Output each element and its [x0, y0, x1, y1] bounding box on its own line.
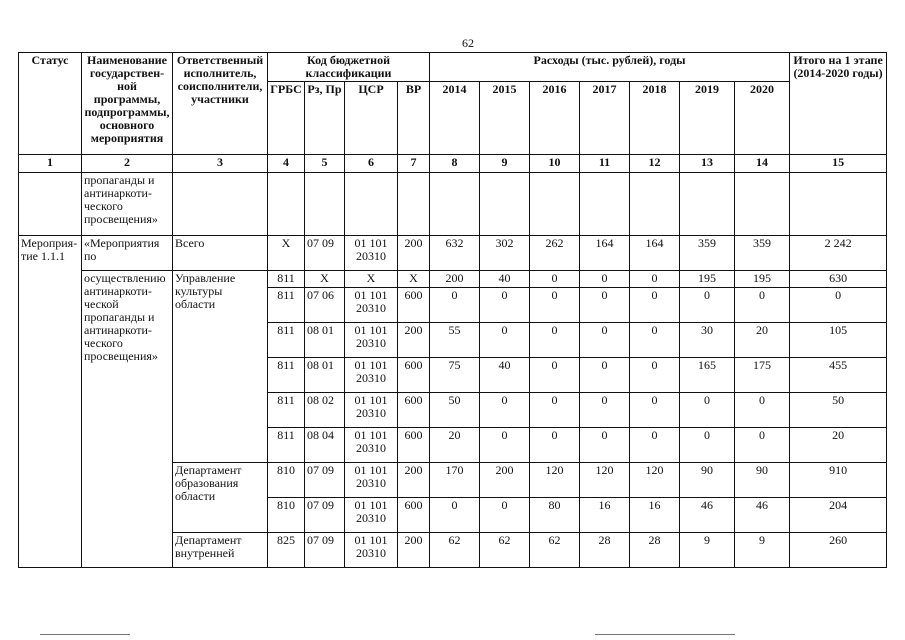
value-cell: 200 [430, 271, 480, 288]
csr-cell: Х [345, 271, 398, 288]
measure-name-top: «Мероприятия по [82, 236, 173, 271]
header-year-2019: 2019 [680, 82, 735, 155]
header-year-2020: 2020 [735, 82, 790, 155]
value-cell: 0 [580, 358, 630, 393]
vr-cell: Х [398, 271, 430, 288]
value-cell: 0 [630, 358, 680, 393]
value-cell: 195 [735, 271, 790, 288]
grbs-cell: 811 [268, 323, 305, 358]
csr-cell: 01 101 20310 [345, 498, 398, 533]
vr-cell: 200 [398, 323, 430, 358]
value-cell: 0 [735, 428, 790, 463]
value-cell: 262 [530, 236, 580, 271]
csr-cell: 01 101 20310 [345, 533, 398, 568]
value-cell: 0 [630, 428, 680, 463]
csr-cell: 01 101 20310 [345, 323, 398, 358]
responsible-cell: Департамент внутренней [173, 533, 268, 568]
column-number: 7 [398, 155, 430, 173]
total-cell: 20 [790, 428, 887, 463]
csr-cell: 01 101 20310 [345, 428, 398, 463]
measure-name-rest: осуществлению антинаркоти-ческой пропаганды и антинаркоти-ческого просвещения» [82, 271, 173, 568]
value-cell: 0 [480, 498, 530, 533]
column-number: 9 [480, 155, 530, 173]
value-cell: 0 [735, 393, 790, 428]
header-year-2016: 2016 [530, 82, 580, 155]
vr-cell: 600 [398, 498, 430, 533]
measure-status: Мероприя-тие 1.1.1 [19, 236, 82, 568]
header-responsible: Ответственный исполнитель, соисполнители, участники [173, 53, 268, 155]
value-cell: 55 [430, 323, 480, 358]
value-cell: 0 [480, 323, 530, 358]
header-status: Статус [19, 53, 82, 155]
value-cell: 9 [735, 533, 790, 568]
value-cell: 75 [430, 358, 480, 393]
grbs-cell: 810 [268, 498, 305, 533]
total-cell: 105 [790, 323, 887, 358]
rzpr-cell: 08 01 [305, 358, 345, 393]
value-cell: 16 [580, 498, 630, 533]
header-csr: ЦСР [345, 82, 398, 155]
value-cell: 632 [430, 236, 480, 271]
value-cell: 16 [630, 498, 680, 533]
total-cell: 2 242 [790, 236, 887, 271]
value-cell: 164 [580, 236, 630, 271]
value-cell: 50 [430, 393, 480, 428]
value-cell: 0 [530, 358, 580, 393]
table-row [19, 271, 887, 288]
grbs-cell: 811 [268, 428, 305, 463]
value-cell: 302 [480, 236, 530, 271]
value-cell: 120 [580, 463, 630, 498]
value-cell: 80 [530, 498, 580, 533]
header-row-1 [19, 53, 887, 82]
value-cell: 0 [530, 271, 580, 288]
column-number: 13 [680, 155, 735, 173]
vr-cell: 600 [398, 288, 430, 323]
column-number: 3 [173, 155, 268, 173]
value-cell: 90 [735, 463, 790, 498]
vr-cell: 600 [398, 393, 430, 428]
rzpr-cell: 08 01 [305, 323, 345, 358]
value-cell: 0 [630, 393, 680, 428]
value-cell: 0 [630, 288, 680, 323]
value-cell: 0 [580, 428, 630, 463]
rzpr-cell: 07 09 [305, 463, 345, 498]
total-cell: 0 [790, 288, 887, 323]
rzpr-cell: Х [305, 271, 345, 288]
responsible-cell: Управление культуры области [173, 271, 268, 463]
value-cell: 0 [480, 428, 530, 463]
total-cell: 260 [790, 533, 887, 568]
header-year-2017: 2017 [580, 82, 630, 155]
grbs-cell: 811 [268, 288, 305, 323]
value-cell: 0 [680, 288, 735, 323]
vr-cell: 200 [398, 236, 430, 271]
continuation-text: пропаганды и антинаркоти-ческого просвещения» [82, 173, 173, 236]
vr-cell: 200 [398, 463, 430, 498]
table-row [19, 236, 887, 271]
value-cell: 0 [580, 323, 630, 358]
value-cell: 62 [480, 533, 530, 568]
column-number: 8 [430, 155, 480, 173]
value-cell: 120 [530, 463, 580, 498]
header-year-2014: 2014 [430, 82, 480, 155]
column-number: 10 [530, 155, 580, 173]
value-cell: 40 [480, 358, 530, 393]
value-cell: 90 [680, 463, 735, 498]
value-cell: 120 [630, 463, 680, 498]
value-cell: 0 [580, 271, 630, 288]
rzpr-cell: 07 09 [305, 236, 345, 271]
value-cell: 46 [735, 498, 790, 533]
value-cell: 359 [735, 236, 790, 271]
grbs-cell: 810 [268, 463, 305, 498]
value-cell: 0 [530, 428, 580, 463]
value-cell: 170 [430, 463, 480, 498]
rzpr-cell: 08 02 [305, 393, 345, 428]
header-vr: ВР [398, 82, 430, 155]
value-cell: 0 [630, 323, 680, 358]
total-cell: 204 [790, 498, 887, 533]
header-rzpr: Рз, Пр [305, 82, 345, 155]
value-cell: 195 [680, 271, 735, 288]
header-year-2015: 2015 [480, 82, 530, 155]
grbs-cell: Х [268, 236, 305, 271]
value-cell: 62 [430, 533, 480, 568]
value-cell: 0 [430, 498, 480, 533]
value-cell: 0 [480, 393, 530, 428]
header-expenses: Расходы (тыс. рублей), годы [430, 53, 790, 82]
grbs-cell: 811 [268, 271, 305, 288]
grbs-cell: 811 [268, 358, 305, 393]
csr-cell: 01 101 20310 [345, 288, 398, 323]
value-cell: 0 [580, 288, 630, 323]
scan-artifact [40, 634, 130, 635]
csr-cell: 01 101 20310 [345, 463, 398, 498]
column-number: 5 [305, 155, 345, 173]
value-cell: 164 [630, 236, 680, 271]
value-cell: 20 [735, 323, 790, 358]
responsible-cell: Всего [173, 236, 268, 271]
value-cell: 165 [680, 358, 735, 393]
column-number: 2 [82, 155, 173, 173]
grbs-cell: 811 [268, 393, 305, 428]
header-total: Итого на 1 этапе (2014-2020 годы) [790, 53, 887, 155]
column-number: 12 [630, 155, 680, 173]
header-name: Наименование государствен-ной программы, подпрограммы, основного мероприятия [82, 53, 173, 155]
csr-cell: 01 101 20310 [345, 236, 398, 271]
column-number: 1 [19, 155, 82, 173]
value-cell: 0 [680, 428, 735, 463]
csr-cell: 01 101 20310 [345, 358, 398, 393]
total-cell: 455 [790, 358, 887, 393]
column-number: 11 [580, 155, 630, 173]
value-cell: 9 [680, 533, 735, 568]
total-cell: 910 [790, 463, 887, 498]
value-cell: 20 [430, 428, 480, 463]
page-number: 62 [462, 36, 474, 50]
value-cell: 0 [530, 393, 580, 428]
value-cell: 62 [530, 533, 580, 568]
value-cell: 0 [735, 288, 790, 323]
value-cell: 40 [480, 271, 530, 288]
value-cell: 0 [530, 288, 580, 323]
column-number: 6 [345, 155, 398, 173]
csr-cell: 01 101 20310 [345, 393, 398, 428]
column-number: 15 [790, 155, 887, 173]
value-cell: 28 [580, 533, 630, 568]
column-number: 14 [735, 155, 790, 173]
vr-cell: 200 [398, 533, 430, 568]
value-cell: 30 [680, 323, 735, 358]
column-number-row [19, 155, 887, 173]
header-budget-code: Код бюджетной классификации [268, 53, 430, 82]
scan-artifact [595, 634, 735, 635]
value-cell: 0 [630, 271, 680, 288]
value-cell: 0 [580, 393, 630, 428]
value-cell: 46 [680, 498, 735, 533]
value-cell: 359 [680, 236, 735, 271]
header-year-2018: 2018 [630, 82, 680, 155]
value-cell: 0 [530, 323, 580, 358]
value-cell: 200 [480, 463, 530, 498]
total-cell: 50 [790, 393, 887, 428]
column-number: 4 [268, 155, 305, 173]
value-cell: 0 [430, 288, 480, 323]
continuation-row [19, 173, 887, 236]
rzpr-cell: 07 09 [305, 533, 345, 568]
value-cell: 0 [680, 393, 735, 428]
value-cell: 0 [480, 288, 530, 323]
value-cell: 28 [630, 533, 680, 568]
responsible-cell: Департамент образования области [173, 463, 268, 533]
rzpr-cell: 08 04 [305, 428, 345, 463]
vr-cell: 600 [398, 428, 430, 463]
budget-table [18, 52, 887, 568]
total-cell: 630 [790, 271, 887, 288]
vr-cell: 600 [398, 358, 430, 393]
header-grbs: ГРБС [268, 82, 305, 155]
rzpr-cell: 07 09 [305, 498, 345, 533]
value-cell: 175 [735, 358, 790, 393]
grbs-cell: 825 [268, 533, 305, 568]
rzpr-cell: 07 06 [305, 288, 345, 323]
